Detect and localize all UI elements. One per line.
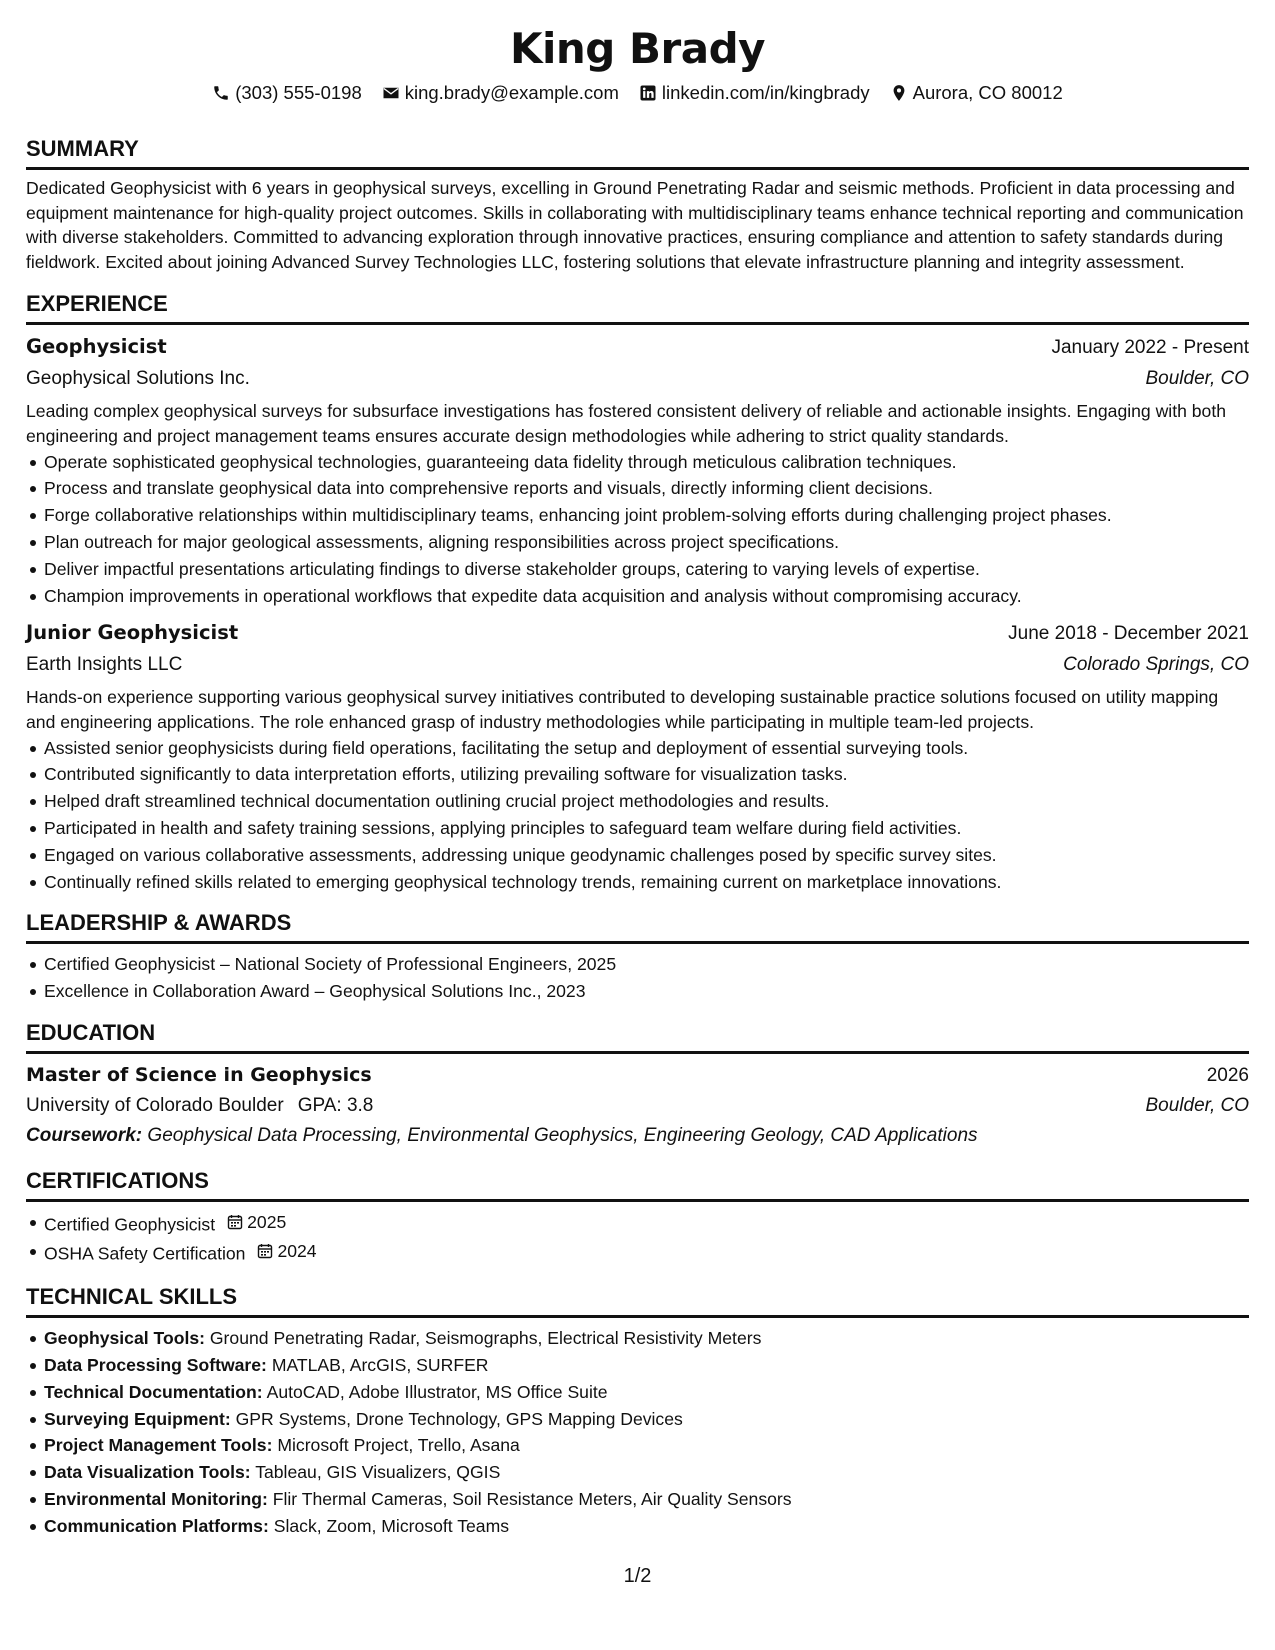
list-item: Forge collaborative relationships within multidisciplinary teams, enhancing joint problem-solving efforts during challenging project phases.	[44, 502, 1249, 529]
skill-value: Microsoft Project, Trello, Asana	[277, 1435, 520, 1456]
list-item	[44, 1379, 1249, 1406]
list-item: Champion improvements in operational workflows that expedite data acquisition and analysis without compromising accuracy.	[44, 583, 1249, 610]
coursework-label: Coursework:	[26, 1124, 143, 1146]
education-entry	[26, 1060, 1249, 1151]
list-item	[44, 1238, 1249, 1267]
phone-icon	[212, 84, 230, 102]
section-title-education: EDUCATION	[26, 1019, 1249, 1054]
certifications-list	[26, 1209, 1249, 1267]
job-location: Colorado Springs, CO	[1063, 654, 1249, 676]
skill-category: Communication Platforms:	[44, 1515, 269, 1536]
list-item: Participated in health and safety training sessions, applying principles to safeguard team welfare during field activities.	[44, 815, 1249, 842]
job-location: Boulder, CO	[1145, 368, 1249, 390]
skill-category: Data Visualization Tools:	[44, 1462, 251, 1483]
cert-name: OSHA Safety Certification	[44, 1243, 246, 1264]
company-name: Geophysical Solutions Inc.	[26, 368, 250, 390]
skill-category: Environmental Monitoring:	[44, 1489, 268, 1510]
skill-category: Technical Documentation:	[44, 1381, 263, 1402]
skill-category: Project Management Tools:	[44, 1435, 273, 1456]
graduation-year: 2026	[1206, 1064, 1249, 1086]
skill-category: Surveying Equipment:	[44, 1408, 231, 1429]
cert-date	[257, 1238, 316, 1265]
section-title-experience: EXPERIENCE	[26, 290, 1249, 325]
skill-value: Ground Penetrating Radar, Seismographs, Electrical Resistivity Meters	[209, 1328, 762, 1349]
summary-text: Dedicated Geophysicist with 6 years in geophysical surveys, excelling in Ground Penetrating Radar and seismic methods. Proficient in data processing and equipment maintenance for high-quality project outcomes. Skills in collaborating with multidisciplinary teams enhance technical reporting and communication with diverse stakeholders. Committed to advancing exploration through innovative practices, ensuring compliance and attention to safety standards during fieldwork. Excited about joining Advanced Survey Technologies LLC, fostering solutions that elevate infrastructure planning and integrity assessment.	[26, 178, 1244, 272]
certifications-section	[26, 1167, 1249, 1267]
list-item: Plan outreach for major geological assessments, aligning responsibilities across project specifications.	[44, 529, 1249, 556]
cert-year: 2025	[247, 1211, 287, 1232]
phone-text: (303) 555-0198	[235, 82, 362, 103]
linkedin-text: linkedin.com/in/kingbrady	[661, 82, 870, 103]
cert-date	[227, 1209, 286, 1236]
email-text: king.brady@example.com	[404, 82, 619, 103]
job-entry	[26, 617, 1249, 895]
skills-list	[26, 1325, 1249, 1539]
list-item: Continually refined skills related to emerging geophysical technology trends, remaining current on marketplace innovations.	[44, 869, 1249, 896]
list-item: Helped draft streamlined technical documentation outlining crucial project methodologies and results.	[44, 788, 1249, 815]
job-description: Hands-on experience supporting various geophysical survey initiatives contributed to developing sustainable practice solutions focused on utility mapping and engineering applications. The role enhanced grasp of industry methodologies while participating in multiple team-led projects.	[26, 687, 1219, 732]
page-number: 1/2	[623, 1565, 652, 1587]
list-item	[44, 1352, 1249, 1379]
company-name: Earth Insights LLC	[26, 654, 183, 676]
list-item: Contributed significantly to data interpretation efforts, utilizing prevailing software for visualization tasks.	[44, 761, 1249, 788]
school-location: Boulder, CO	[1145, 1094, 1249, 1116]
list-item	[44, 1325, 1249, 1352]
contact-row	[26, 81, 1249, 105]
leadership-section	[26, 909, 1249, 1005]
job-bullets	[26, 449, 1249, 610]
list-item: Engaged on various collaborative assessments, addressing unique geodynamic challenges posed by specific survey sites.	[44, 842, 1249, 869]
location-text: Aurora, CO 80012	[912, 82, 1063, 103]
skill-value: Flir Thermal Cameras, Soil Resistance Meters, Air Quality Sensors	[272, 1489, 792, 1510]
list-item: Operate sophisticated geophysical technologies, guaranteeing data fidelity through meticulous calibration techniques.	[44, 449, 1249, 476]
job-bullets	[26, 735, 1249, 896]
section-title-certifications: CERTIFICATIONS	[26, 1167, 1249, 1202]
list-item: Assisted senior geophysicists during field operations, facilitating the setup and deployment of essential surveying tools.	[44, 735, 1249, 762]
cert-name: Certified Geophysicist	[44, 1214, 216, 1235]
list-item	[44, 1432, 1249, 1459]
school-line	[26, 1091, 373, 1121]
calendar-icon	[227, 1214, 243, 1230]
list-item	[44, 1459, 1249, 1486]
skill-category: Geophysical Tools:	[44, 1328, 205, 1349]
school-name: University of Colorado Boulder	[26, 1094, 284, 1116]
list-item: Certified Geophysicist – National Society of Professional Engineers, 2025	[44, 951, 1249, 978]
experience-section	[26, 290, 1249, 895]
job-entry	[26, 331, 1249, 609]
list-item	[44, 1406, 1249, 1433]
degree-name: Master of Science in Geophysics	[26, 1063, 372, 1086]
section-title-skills: TECHNICAL SKILLS	[26, 1283, 1249, 1318]
job-dates: June 2018 - December 2021	[1008, 623, 1249, 645]
summary-section	[26, 135, 1249, 274]
list-item	[44, 1209, 1249, 1238]
job-title: Junior Geophysicist	[26, 621, 239, 645]
skill-value: MATLAB, ArcGIS, SURFER	[271, 1355, 489, 1376]
section-title-leadership: LEADERSHIP & AWARDS	[26, 909, 1249, 944]
awards-list	[26, 951, 1249, 1005]
skill-value: GPR Systems, Drone Technology, GPS Mapping Devices	[235, 1408, 683, 1429]
calendar-icon	[257, 1243, 273, 1259]
list-item: Excellence in Collaboration Award – Geophysical Solutions Inc., 2023	[44, 978, 1249, 1005]
contact-email[interactable]	[382, 81, 619, 105]
resume-page	[26, 18, 1249, 1540]
skill-category: Data Processing Software:	[44, 1355, 267, 1376]
linkedin-icon	[639, 84, 657, 102]
coursework	[26, 1121, 1249, 1151]
envelope-icon	[382, 84, 400, 102]
section-title-summary: SUMMARY	[26, 135, 1249, 170]
contact-linkedin[interactable]	[639, 81, 870, 105]
candidate-name: King Brady	[509, 24, 766, 73]
skill-value: Tableau, GIS Visualizers, QGIS	[255, 1462, 501, 1483]
list-item	[44, 1486, 1249, 1513]
skill-value: AutoCAD, Adobe Illustrator, MS Office Suite	[266, 1381, 608, 1402]
gpa: GPA: 3.8	[297, 1094, 374, 1116]
contact-phone	[212, 81, 362, 105]
cert-year: 2024	[277, 1241, 317, 1262]
job-dates: January 2022 - Present	[1051, 337, 1249, 359]
map-pin-icon	[890, 84, 908, 102]
job-description: Leading complex geophysical surveys for subsurface investigations has fostered consistent delivery of reliable and actionable insights. Engaging with both engineering and project management teams ensures accurate design methodologies while adhering to strict quality standards.	[26, 401, 1227, 446]
list-item: Process and translate geophysical data into comprehensive reports and visuals, directly informing client decisions.	[44, 475, 1249, 502]
job-title: Geophysicist	[26, 335, 167, 359]
list-item	[44, 1513, 1249, 1540]
contact-location	[890, 81, 1063, 105]
coursework-list: Geophysical Data Processing, Environmental Geophysics, Engineering Geology, CAD Applications	[147, 1124, 978, 1146]
list-item: Deliver impactful presentations articulating findings to diverse stakeholder groups, catering to varying levels of expertise.	[44, 556, 1249, 583]
skill-value: Slack, Zoom, Microsoft Teams	[273, 1515, 510, 1536]
skills-section	[26, 1283, 1249, 1539]
education-section	[26, 1019, 1249, 1151]
